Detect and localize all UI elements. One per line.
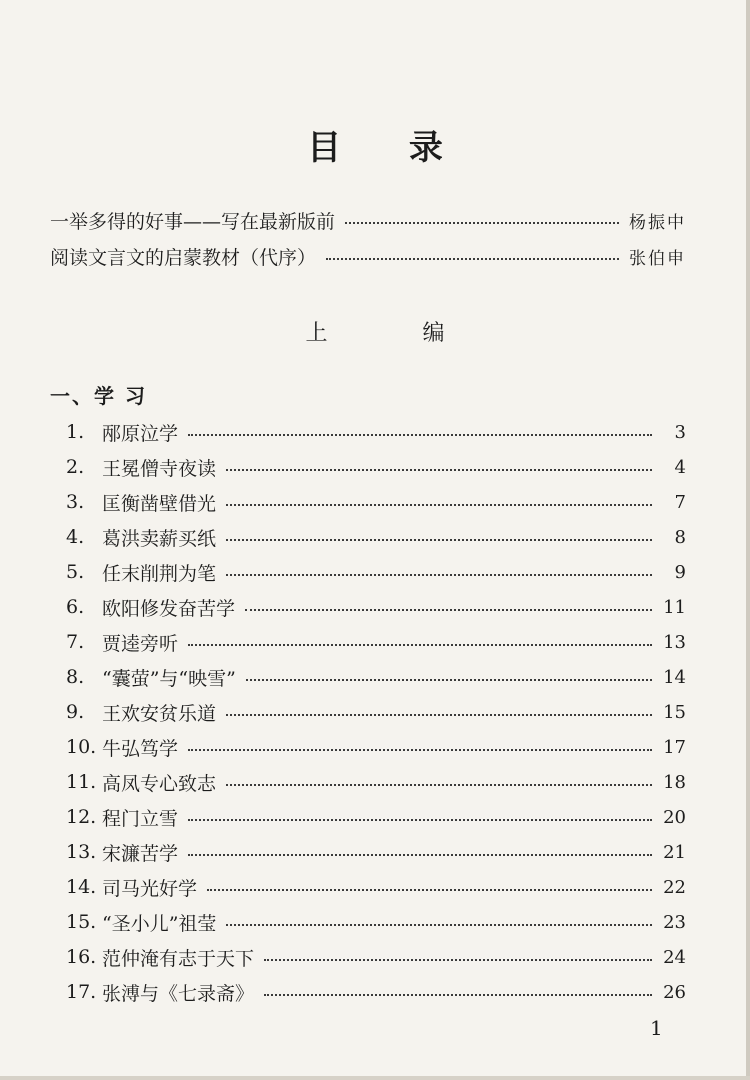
entry-title: 张溥与《七录斋》 [102,982,255,1005]
toc-entry [66,416,686,448]
leader-dots [226,504,652,506]
preface-row [50,240,686,272]
entry-page: 11 [663,596,686,618]
toc-entry [66,766,686,798]
entry-number: 14. [66,876,97,898]
entry-title: 程门立雪 [102,807,179,830]
entry-title: 匡衡凿壁借光 [102,492,217,515]
page-edge-bottom [0,1076,750,1080]
leader-dots [188,819,652,821]
leader-dots [188,434,652,436]
entry-number: 11. [66,771,97,793]
entry-page: 14 [663,666,686,688]
entry-title: 任末削荆为笔 [102,562,217,585]
entry-title: 王欢安贫乐道 [102,702,217,725]
preface-author: 杨振中 [629,212,686,233]
toc-entry [66,696,686,728]
entry-title: “圣小儿”祖莹 [102,912,217,935]
entry-number: 4. [66,526,85,548]
entry-number: 12. [66,806,97,828]
group-heading: 一、学 习 [50,384,147,408]
preface-label: 阅读文言文的启蒙教材（代序） [50,246,317,269]
toc-entry [66,976,686,1008]
entry-number: 16. [66,946,97,968]
entry-title: 欧阳修发奋苦学 [102,597,236,620]
entry-title: 范仲淹有志于天下 [102,947,255,970]
entry-number: 1. [66,421,85,443]
toc-entry [66,486,686,518]
entry-page: 7 [674,491,686,513]
entry-page: 13 [663,631,686,653]
entry-page: 3 [674,421,686,443]
toc-entry [66,871,686,903]
entry-page: 8 [674,526,686,548]
entry-number: 13. [66,841,97,863]
entry-title: 宋濂苦学 [102,842,179,865]
entry-page: 22 [663,876,686,898]
preface-author: 张伯申 [629,248,686,269]
entry-page: 4 [674,456,686,478]
toc-entry [66,451,686,483]
section-heading: 上 编 [305,321,489,346]
leader-dots [226,469,652,471]
leader-dots [345,222,619,224]
leader-dots [226,784,652,786]
entry-page: 26 [663,981,686,1003]
toc-entry [66,556,686,588]
leader-dots [188,644,652,646]
entry-number: 7. [66,631,85,653]
preface-label: 一举多得的好事——写在最新版前 [50,210,336,233]
entry-page: 24 [663,946,686,968]
preface-row [50,204,686,236]
entry-number: 2. [66,456,85,478]
leader-dots [226,714,652,716]
entry-page: 20 [663,806,686,828]
leader-dots [245,609,652,611]
toc-entry [66,626,686,658]
entry-title: 贾逵旁听 [102,632,179,655]
leader-dots [264,959,652,961]
entry-number: 15. [66,911,97,933]
toc-entry [66,661,686,693]
leader-dots [264,994,652,996]
entry-title: 牛弘笃学 [102,737,179,760]
leader-dots [226,539,652,541]
toc-entry [66,836,686,868]
toc-entry [66,941,686,973]
toc-entry [66,521,686,553]
leader-dots [207,889,652,891]
entry-number: 9. [66,701,85,723]
entry-page: 15 [663,701,686,723]
entry-title: 邴原泣学 [102,422,179,445]
entry-title: 司马光好学 [102,877,198,900]
entry-number: 8. [66,666,85,688]
entry-page: 9 [674,561,686,583]
entry-number: 10. [66,736,97,758]
entry-title: 高凤专心致志 [102,772,217,795]
entry-page: 21 [663,841,686,863]
entry-page: 17 [663,736,686,758]
leader-dots [246,679,652,681]
leader-dots [326,258,619,260]
entry-page: 23 [663,911,686,933]
toc-entry [66,591,686,623]
entry-number: 3. [66,491,85,513]
entry-number: 17. [66,981,97,1003]
leader-dots [188,749,652,751]
toc-entry [66,801,686,833]
leader-dots [188,854,652,856]
entry-title: 王冕僧寺夜读 [102,457,217,480]
page-number: 1 [650,1016,663,1040]
toc-entry [66,731,686,763]
toc-entry [66,906,686,938]
entry-number: 5. [66,561,85,583]
entry-title: “囊萤”与“映雪” [102,667,236,690]
leader-dots [226,924,652,926]
page-title: 目 录 [307,128,471,168]
entry-title: 葛洪卖薪买纸 [102,527,217,550]
entry-number: 6. [66,596,85,618]
leader-dots [226,574,652,576]
entry-page: 18 [663,771,686,793]
